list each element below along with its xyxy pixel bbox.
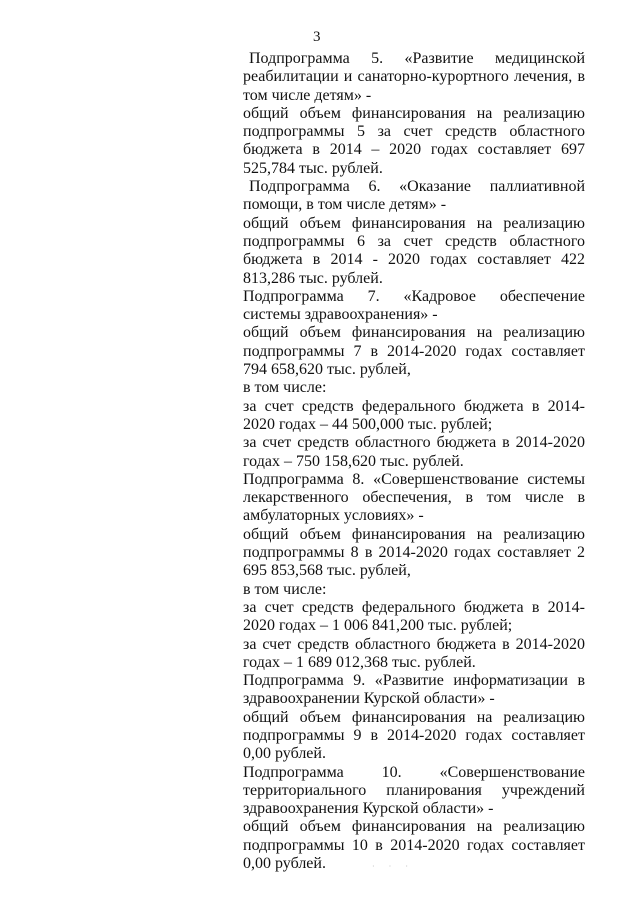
subprogram-6-funding: общий объем финансирования на реализацию подпрограммы 6 за счет средств областного бюджета в 2014 - 2020 годах составляет 422 813,286 тыс. рублей. — [243, 214, 585, 287]
subprogram-8-heading: Подпрограмма 8. «Совершенствование системы лекарственного обеспечения, в том числе в амбулаторных условиях» - — [243, 470, 585, 525]
page-number: 3 — [313, 29, 321, 45]
subprogram-10-funding: общий объем финансирования на реализацию подпрограммы 10 в 2014-2020 годах составляет 0,00 рублей. — [243, 818, 585, 873]
subprogram-8-funding: общий объем финансирования на реализацию подпрограммы 8 в 2014-2020 годах составляет 2 695 853,568 тыс. рублей, — [243, 525, 585, 580]
subprogram-5-heading: Подпрограмма 5. «Развитие медицинской реабилитации и санаторно-курортного лечения, в том числе детям» - — [243, 50, 585, 104]
subprogram-7-federal: за счет средств федерального бюджета в 2014-2020 годах – 44 500,000 тыс. рублей; — [243, 397, 585, 433]
document-body — [243, 50, 585, 873]
subprogram-8-federal: за счет средств федерального бюджета в 2014-2020 годах – 1 006 841,200 тыс. рублей; — [243, 598, 585, 635]
subprogram-9-heading: Подпрограмма 9. «Развитие информатизации в здравоохранении Курской области» - — [243, 672, 585, 708]
subprogram-5-funding: общий объем финансирования на реализацию подпрограммы 5 за счет средств областного бюджета в 2014 – 2020 годах составляет 697 525,784 тыс. рублей. — [243, 104, 585, 177]
subprogram-7-regional: за счет средств областного бюджета в 2014-2020 годах – 750 158,620 тыс. рублей. — [243, 434, 585, 470]
scan-artifact-dots: · · · — [372, 862, 414, 871]
subprogram-8-including: в том числе: — [243, 580, 327, 598]
subprogram-6-heading: Подпрограмма 6. «Оказание паллиативной помощи, в том числе детям» - — [243, 178, 585, 214]
subprogram-9-funding: общий объем финансирования на реализацию подпрограммы 9 в 2014-2020 годах составляет 0,00 рублей. — [243, 708, 585, 763]
subprogram-7-heading: Подпрограмма 7. «Кадровое обеспечение системы здравоохранения» - — [243, 287, 585, 324]
subprogram-8-regional: за счет средств областного бюджета в 2014-2020 годах – 1 689 012,368 тыс. рублей. — [243, 635, 585, 671]
subprogram-10-heading: Подпрограмма 10. «Совершенствование территориального планирования учреждений здравоохранения Курской области» - — [243, 763, 585, 818]
subprogram-7-including: в том числе: — [243, 379, 327, 397]
subprogram-7-funding: общий объем финансирования на реализацию подпрограммы 7 в 2014-2020 годах составляет 794 658,620 тыс. рублей, — [243, 324, 585, 379]
